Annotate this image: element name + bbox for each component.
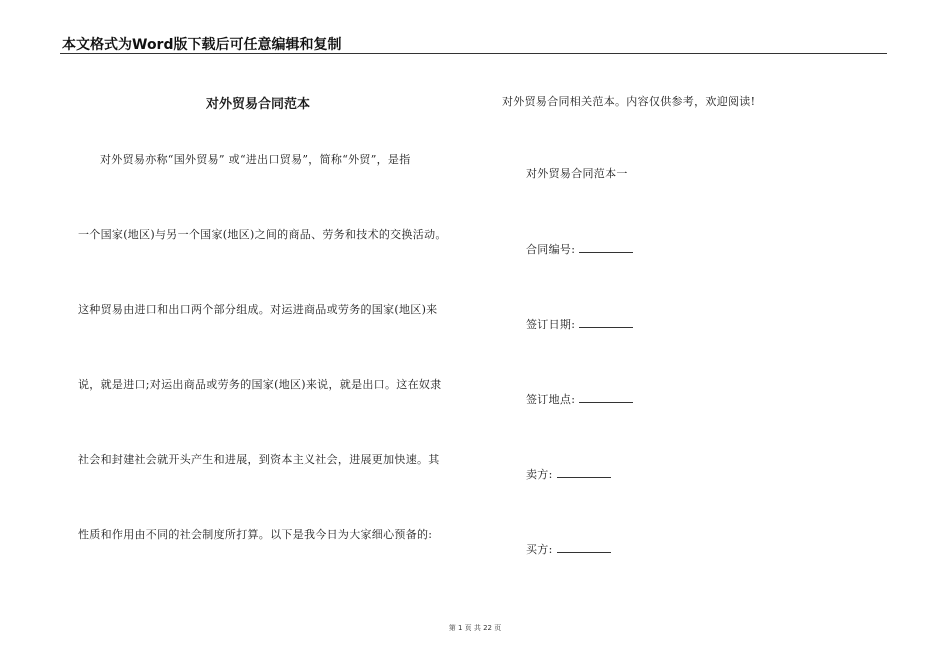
blank-line [557,466,611,478]
field-label: 合同编号: [526,243,576,256]
field-sign-date [526,316,633,391]
blank-line [579,241,633,253]
field-label: 卖方: [526,468,553,481]
field-label: 买方: [526,543,553,556]
body-line: 社会和封建社会就开头产生和进展，到资本主义社会，进展更加快速。其 [78,453,440,466]
blank-line [557,541,611,553]
field-contract-number [526,241,633,316]
left-column [78,152,470,602]
body-line: 这种贸易由进口和出口两个部分组成。对运进商品或劳务的国家(地区)来 [78,303,438,316]
body-line: 一个国家(地区)与另一个国家(地区)之间的商品、劳务和技术的交换活动。 [78,228,447,241]
blank-line [579,316,633,328]
field-seller [526,466,633,541]
document-header-title: 本文格式为Word版下载后可任意编辑和复制 [62,37,342,53]
intro-text: 对外贸易合同相关范本。内容仅供参考，欢迎阅读! [502,95,756,108]
body-line: 性质和作用由不同的社会制度所打算。以下是我今日为大家细心预备的: [78,528,433,541]
header-rule [60,53,887,54]
page-footer: 第 1 页 共 22 页 [448,624,502,632]
sample-heading: 对外贸易合同范本一 [526,167,628,180]
document-title: 对外贸易合同范本 [206,97,311,112]
field-label: 签订地点: [526,393,576,406]
field-buyer [526,541,633,616]
right-column [526,166,633,616]
field-label: 签订日期: [526,318,576,331]
blank-line [579,391,633,403]
body-line: 说，就是进口;对运出商品或劳务的国家(地区)来说，就是出口。这在奴隶 [78,378,442,391]
body-line: 对外贸易亦称“国外贸易” 或“进出口贸易”，简称“外贸”，是指 [100,153,411,166]
field-sign-place [526,391,633,466]
